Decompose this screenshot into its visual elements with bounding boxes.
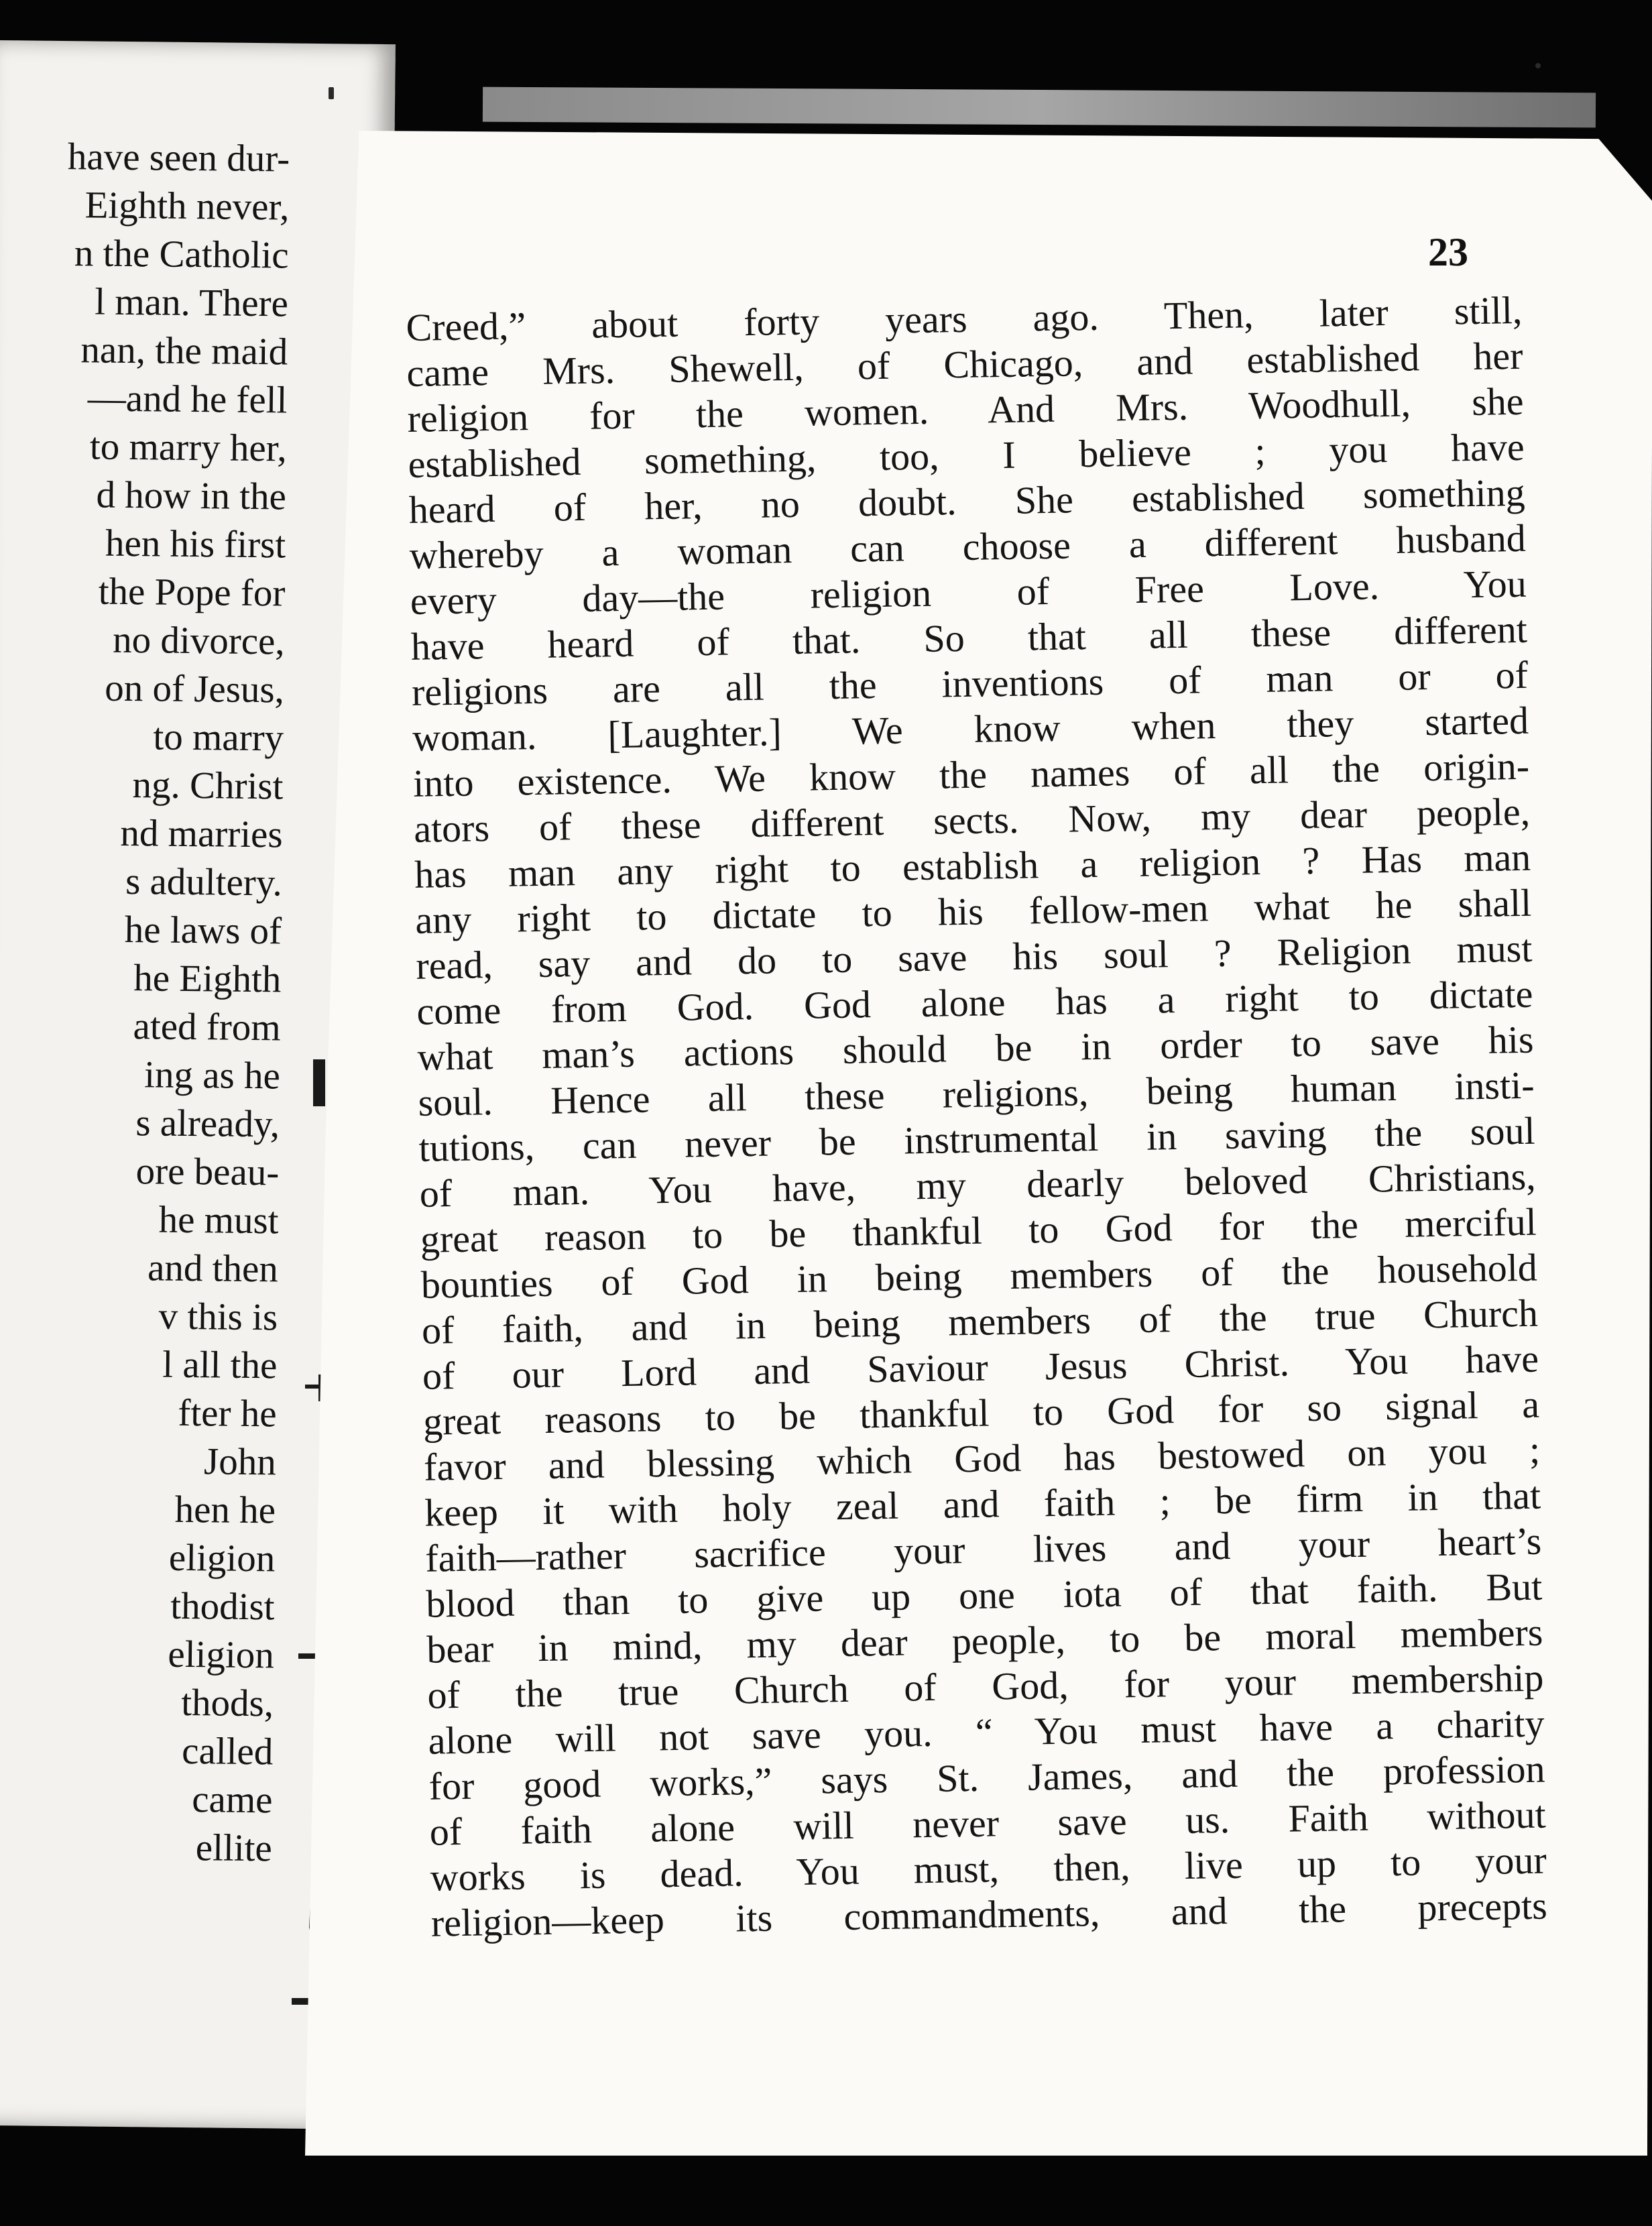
body-text-line: great reasons to be thankful to God for so signal a (422, 1382, 1540, 1444)
body-text-line: has man any right to establish a religion ? Has man (414, 835, 1531, 896)
body-text-line: alone will not save you. “ You must have a charity (428, 1701, 1545, 1763)
left-page-line: nd marries (120, 811, 283, 856)
left-page-line: l all the (162, 1343, 278, 1387)
left-page-line: ore beau- (135, 1150, 280, 1194)
left-page-line: have seen dur- (67, 135, 290, 180)
body-text-line: read, say and do to save his soul ? Religion must (415, 926, 1533, 988)
left-page-line: he laws of (124, 909, 282, 953)
left-page-line: n the Catholic (74, 232, 289, 277)
top-edge-strip (483, 87, 1596, 128)
body-text-line: great reason to be thankful to God for the merciful (420, 1199, 1537, 1261)
body-text-line: works is dead. You must, then, live up to your (430, 1838, 1547, 1899)
left-page-line: ellite (195, 1826, 273, 1870)
body-text-line: heard of her, no doubt. She established something (408, 470, 1526, 532)
left-page-line: no divorce, (112, 618, 285, 663)
left-page-line: ated from (133, 1005, 281, 1049)
body-text-line: favor and blessing which God has bestowed on you ; (423, 1427, 1541, 1489)
body-text-line: religion—keep its commandments, and the precepts (430, 1883, 1548, 1945)
left-page-line: called (181, 1729, 274, 1773)
left-page-line: he must (158, 1198, 279, 1242)
left-page-line: hen he (174, 1488, 276, 1532)
page-number: 23 (1428, 230, 1468, 274)
left-page-line: eligion (168, 1536, 276, 1580)
left-page-line: thodist (170, 1584, 275, 1629)
body-text-line: faith—rather sacrifice your lives and your heart’s (424, 1519, 1542, 1580)
body-text-line: into existence. We know the names of all the origin- (412, 744, 1530, 805)
left-page-line: on of Jesus, (104, 666, 285, 711)
body-text-line: soul. Hence all these religions, being human insti- (418, 1063, 1535, 1124)
body-text-line: of the true Church of God, for your membership (427, 1655, 1544, 1717)
body-text-line: religion for the women. And Mrs. Woodhull, she (407, 379, 1524, 441)
body-text-line: came Mrs. Shewell, of Chicago, and established her (406, 333, 1523, 395)
body-text-line: Creed,” about forty years ago. Then, later still, (406, 288, 1523, 349)
left-page-line: l man. There (95, 280, 289, 325)
left-page-line: thods, (180, 1681, 274, 1725)
body-text-line: have heard of that. So that all these different (410, 607, 1528, 668)
body-text-line: of faith alone will never save us. Faith without (429, 1792, 1547, 1854)
left-page-line: s already, (135, 1102, 280, 1146)
left-page-line: to marry (153, 715, 284, 760)
body-text-line: any right to dictate to his fellow-men what he shall (414, 880, 1532, 942)
left-page-line: v this is (158, 1295, 278, 1339)
left-page-line: fter he (178, 1391, 277, 1436)
left-page-line: d how in the (96, 473, 287, 518)
left-page-line: came (191, 1778, 273, 1822)
body-text-line: of man. You have, my dearly beloved Christians, (419, 1154, 1537, 1216)
body-text-line: religions are all the inventions of man or of (411, 652, 1529, 714)
left-page-line: and then (147, 1246, 279, 1291)
body-text-line: for good works,” says St. James, and the profession (428, 1747, 1546, 1808)
body-text-line: keep it with holy zeal and faith ; be firm in that (424, 1473, 1541, 1535)
left-page-line: to marry her, (89, 425, 287, 470)
left-page-line: he Eighth (133, 957, 282, 1001)
left-page-line: —and he fell (87, 377, 288, 422)
body-text-line: woman. [Laughter.] We know when they started (412, 698, 1529, 760)
left-page-line: the Pope for (98, 570, 286, 615)
body-text-line: what man’s actions should be in order to save his (417, 1017, 1534, 1079)
body-text-line: established something, too, I believe ; you have (408, 424, 1525, 486)
left-page-line: eligion (168, 1633, 275, 1677)
body-text-line: bear in mind, my dear people, to be moral members (426, 1610, 1543, 1672)
body-text-line: of faith, and in being members of the true Church (421, 1291, 1539, 1352)
left-page-text (0, 134, 314, 2082)
body-text-line: blood than to give up one iota of that faith. But (425, 1564, 1543, 1626)
left-page-line: ing as he (143, 1053, 281, 1098)
body-text-line: tutions, can never be instrumental in saving the soul (418, 1108, 1536, 1170)
body-text-line: come from God. God alone has a right to dictate (416, 972, 1533, 1033)
body-text-line: bounties of God in being members of the household (420, 1245, 1538, 1307)
left-page-line: s adultery. (125, 860, 283, 904)
body-text-line: ators of these different sects. Now, my dear people, (413, 789, 1531, 851)
left-page-line: Eighth never, (84, 184, 290, 229)
body-text-line: of our Lord and Saviour Jesus Christ. You have (422, 1336, 1539, 1398)
left-page-line: John (203, 1440, 277, 1484)
left-page-line: hen his first (105, 522, 286, 567)
body-text (406, 288, 1547, 1946)
body-text-line: whereby a woman can choose a different husband (409, 516, 1527, 577)
left-page-line: ng. Christ (132, 764, 284, 808)
left-page-line: nan, the maid (80, 329, 288, 373)
body-text-line: every day—the religion of Free Love. You (410, 561, 1527, 623)
